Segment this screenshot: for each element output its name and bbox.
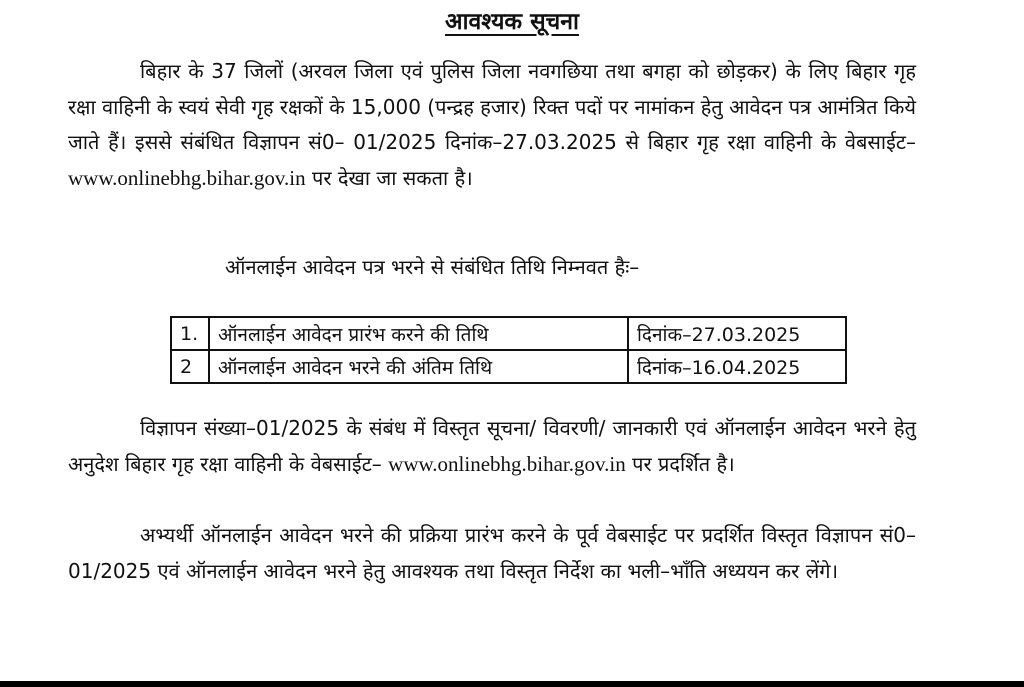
paragraph-recruitment-info	[68, 54, 916, 196]
row-label: ऑनलाईन आवेदन भरने की अंतिम तिथि	[209, 350, 628, 383]
row-label: ऑनलाईन आवेदन प्रारंभ करने की तिथि	[209, 317, 628, 350]
row-number: 1.	[171, 317, 209, 350]
paragraph-instructions-text: अभ्यर्थी ऑनलाईन आवेदन भरने की प्रक्रिया प्रारंभ करने के पूर्व वेबसाईट पर प्रदर्शित विस्तृत विज्ञापन सं0–01/2025 एवं ऑनलाईन आवेदन भरने हेतु आवश्यक तथा विस्तृत निर्देश का भली–भाँति अध्ययन कर लेंगे।	[68, 523, 916, 583]
paragraph-candidate-instructions	[68, 518, 916, 589]
dates-intro-line: ऑनलाईन आवेदन पत्र भरने से संबंधित तिथि निम्नवत हैः–	[225, 255, 640, 279]
row-number: 2	[171, 350, 209, 383]
row-date: दिनांक–27.03.2025	[628, 317, 846, 350]
notice-title	[0, 6, 1024, 38]
table-row	[171, 350, 846, 383]
paragraph-recruitment-text: बिहार के 37 जिलों (अरवल जिला एवं पुलिस जिला नवगछिया तथा बगहा को छोड़कर) के लिए बिहार गृह रक्षा वाहिनी के स्वयं सेवी गृह रक्षकों के 15,000 (पन्द्रह हजार) रिक्त पदों पर नामांकन हेतु आवेदन पत्र आमंत्रित किये जाते हैं। इससे संबंधित विज्ञापन सं0– 01/2025 दिनांक–27.03.2025 से बिहार गृह रक्षा वाहिनी के वेबसाईट–	[68, 59, 916, 154]
paragraph-details-text-end: पर प्रदर्शित है।	[632, 451, 735, 476]
website-link[interactable]: www.onlinebhg.bihar.gov.in	[68, 165, 306, 190]
bottom-edge-bar	[0, 681, 1024, 687]
paragraph-recruitment-text-end: पर देखा जा सकता है।	[311, 165, 473, 190]
paragraph-details-info	[68, 411, 916, 482]
dates-table	[170, 316, 847, 384]
row-date: दिनांक–16.04.2025	[628, 350, 846, 383]
paragraph-details-text: विज्ञापन संख्या–01/2025 के संबंध में विस्तृत सूचना/ विवरणी/ जानकारी एवं ऑनलाईन आवेदन भरने हेतु अनुदेश बिहार गृह रक्षा वाहिनी के वेबसाईट–	[68, 416, 916, 476]
notice-title-text: आवश्यक सूचना	[445, 9, 579, 35]
website-link[interactable]: www.onlinebhg.bihar.gov.in	[388, 451, 626, 476]
table-row	[171, 317, 846, 350]
